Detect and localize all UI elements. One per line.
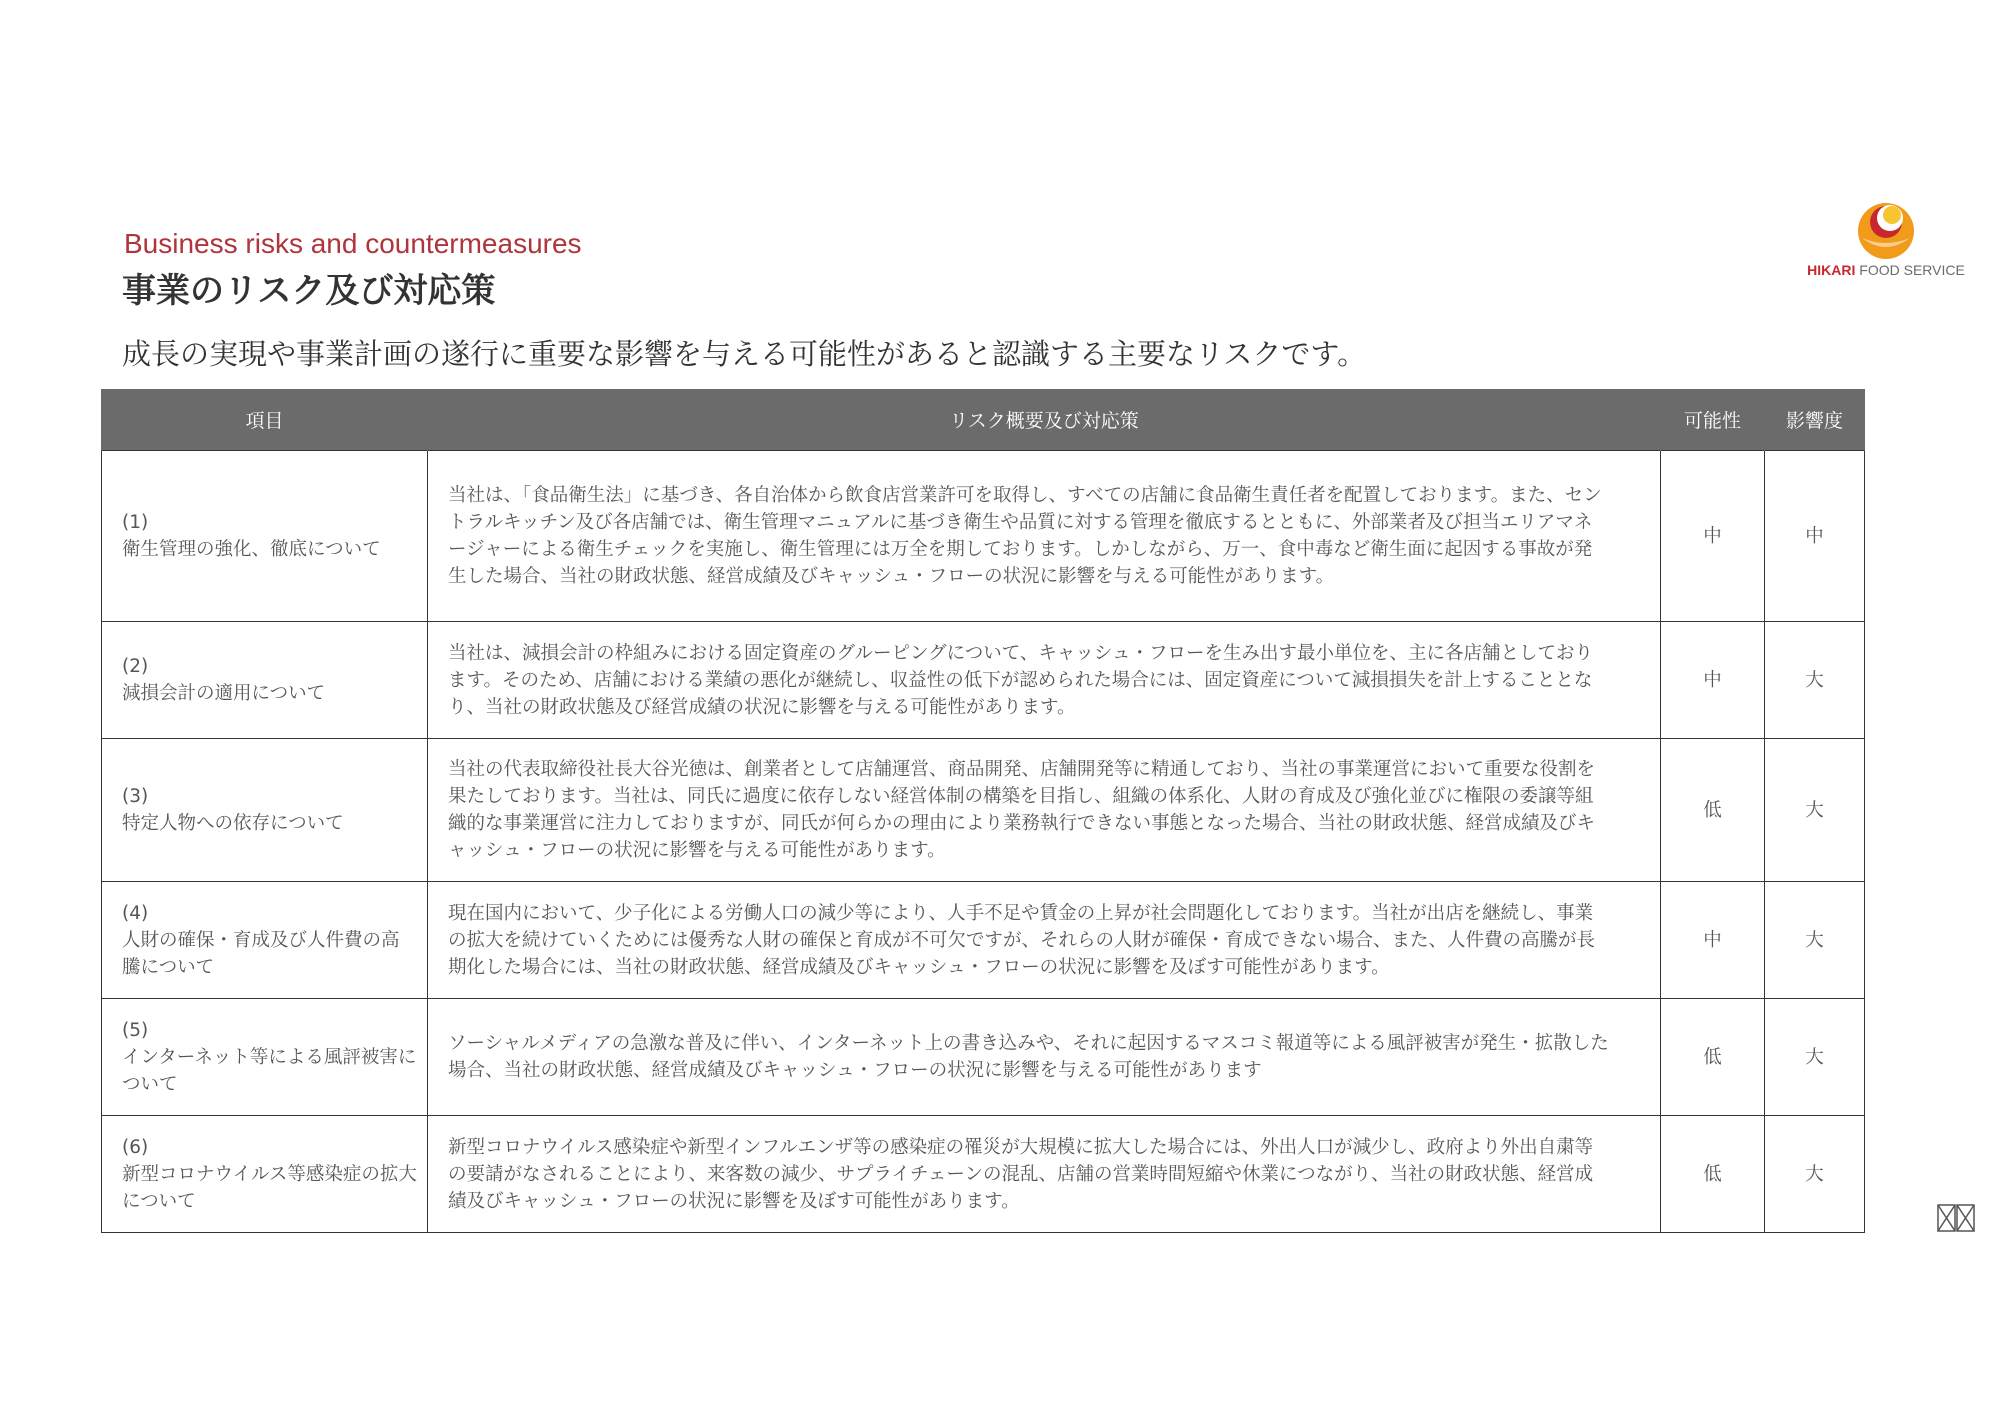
risk-item-label: 新型コロナウイルス等感染症の拡大について	[122, 1163, 417, 1212]
impact-value: 大	[1765, 882, 1865, 999]
impact-value: 大	[1765, 622, 1865, 739]
risk-number: (4)	[122, 902, 149, 924]
risk-item-cell	[102, 739, 428, 882]
probability-value: 低	[1661, 1116, 1765, 1233]
risk-item-label: 人財の確保・育成及び人件費の高騰について	[122, 929, 400, 978]
probability-value: 低	[1661, 999, 1765, 1116]
risk-description: 新型コロナウイルス感染症や新型インフルエンザ等の感染症の罹災が大規模に拡大した場合には、外出人口が減少し、政府より外出自粛等の要請がなされることにより、来客数の減少、サプライチェーンの混乱、店舗の営業時間短縮や休業につながり、当社の財政状態、経営成績及びキャッシュ・フローの状況に影響を及ぼす可能性があります。	[428, 1116, 1661, 1233]
impact-value: 中	[1765, 451, 1865, 622]
lead-text: 成長の実現や事業計画の遂行に重要な影響を与える可能性があると認識する主要なリスクです。	[122, 337, 1367, 371]
company-logo	[1796, 198, 1976, 282]
header-desc: リスク概要及び対応策	[428, 389, 1661, 451]
impact-value: 大	[1765, 999, 1865, 1116]
probability-value: 中	[1661, 622, 1765, 739]
table-row	[102, 999, 1865, 1116]
page-title: 事業のリスク及び対応策	[122, 271, 496, 311]
probability-value: 中	[1661, 882, 1765, 999]
logo-wordmark	[1796, 262, 1976, 278]
risk-description: 当社の代表取締役社長大谷光徳は、創業者として店舗運営、商品開発、店舗開発等に精通しており、当社の事業運営において重要な役割を果たしております。当社は、同氏に過度に依存しない経営体制の構築を目指し、組織の体系化、人財の育成及び強化並びに権限の委譲等組織的な事業運営に注力しておりますが、同氏が何らかの理由により業務執行できない事態となった場合、当社の財政状態、経営成績及びキャッシュ・フローの状況に影響を与える可能性があります。	[428, 739, 1661, 882]
risk-item-label: インターネット等による風評被害について	[122, 1046, 417, 1095]
risk-description: 現在国内において、少子化による労働人口の減少等により、人手不足や賃金の上昇が社会問題化しております。当社が出店を継続し、事業の拡大を続けていくためには優秀な人財の確保と育成が不可欠ですが、それらの人財が確保・育成できない場合、また、人件費の高騰が長期化した場合には、当社の財政状態、経営成績及びキャッシュ・フローの状況に影響を及ぼす可能性があります。	[428, 882, 1661, 999]
logo-brand-text: HIKARI	[1807, 262, 1856, 278]
risk-item-label: 特定人物への依存について	[122, 813, 344, 834]
risk-number: (6)	[122, 1136, 149, 1158]
risk-description: 当社は、「食品衛生法」に基づき、各自治体から飲食店営業許可を取得し、すべての店舗に食品衛生責任者を配置しております。また、セントラルキッチン及び各店舗では、衛生管理マニュアルに基づき衛生や品質に対する管理を徹底するとともに、外部業者及び担当エリアマネージャーによる衛生チェックを実施し、衛生管理には万全を期しております。しかしながら、万一、食中毒など衛生面に起因する事故が発生した場合、当社の財政状態、経営成績及びキャッシュ・フローの状況に影響を与える可能性があります。	[428, 451, 1661, 622]
risk-number: (2)	[122, 656, 149, 677]
sun-logo-icon	[1856, 198, 1916, 260]
risk-item-cell	[102, 451, 428, 622]
header-item: 項目	[102, 389, 428, 451]
impact-value: 大	[1765, 739, 1865, 882]
table-row	[102, 622, 1865, 739]
risk-item-label: 衛生管理の強化、徹底について	[122, 539, 381, 560]
risk-item-cell	[102, 882, 428, 999]
logo-rest-text: FOOD SERVICE	[1855, 262, 1965, 278]
risk-item-label: 減損会計の適用について	[122, 683, 326, 704]
table-header-row	[102, 389, 1865, 451]
table-row	[102, 1116, 1865, 1233]
table-row	[102, 739, 1865, 882]
probability-value: 低	[1661, 739, 1765, 882]
table-row	[102, 451, 1865, 622]
header-probability: 可能性	[1661, 389, 1765, 451]
risk-item-cell	[102, 622, 428, 739]
placeholder-image-icon	[1937, 1204, 1975, 1232]
risk-table	[101, 389, 1865, 1233]
risk-description: ソーシャルメディアの急激な普及に伴い、インターネット上の書き込みや、それに起因するマスコミ報道等による風評被害が発生・拡散した場合、当社の財政状態、経営成績及びキャッシュ・フローの状況に影響を与える可能性があります	[428, 999, 1661, 1116]
probability-value: 中	[1661, 451, 1765, 622]
impact-value: 大	[1765, 1116, 1865, 1233]
section-subtitle-en: Business risks and countermeasures	[124, 228, 582, 259]
risk-item-cell	[102, 999, 428, 1116]
table-row	[102, 882, 1865, 999]
risk-item-cell	[102, 1116, 428, 1233]
risk-description: 当社は、減損会計の枠組みにおける固定資産のグルーピングについて、キャッシュ・フローを生み出す最小単位を、主に各店舗としております。そのため、店舗における業績の悪化が継続し、収益性の低下が認められた場合には、固定資産について減損損失を計上することとなり、当社の財政状態及び経営成績の状況に影響を与える可能性があります。	[428, 622, 1661, 739]
risk-number: (5)	[122, 1019, 149, 1041]
header-impact: 影響度	[1765, 389, 1865, 451]
risk-number: (1)	[122, 512, 149, 533]
risk-number: (3)	[122, 786, 149, 807]
